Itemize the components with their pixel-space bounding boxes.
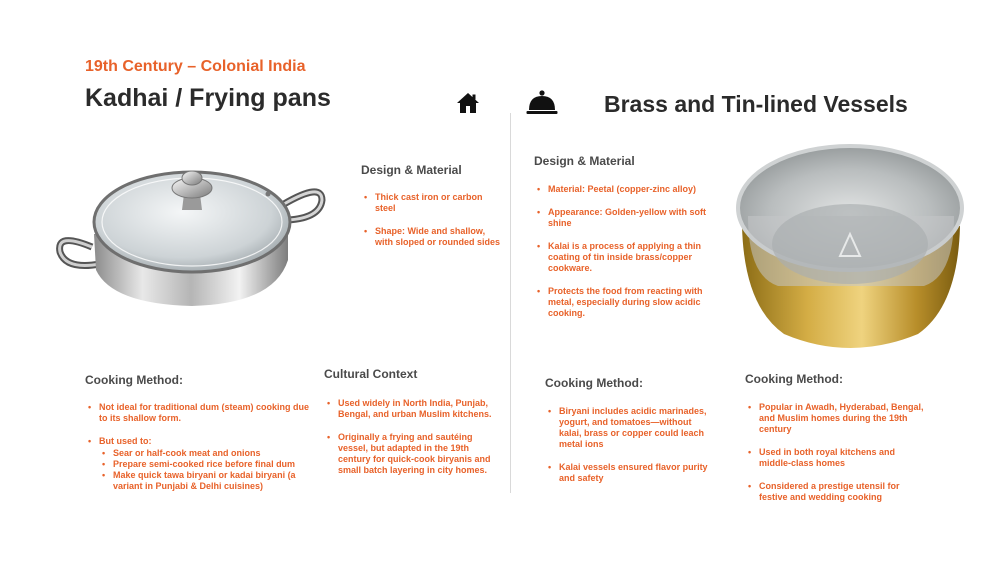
sub-list-item: • Make quick tawa biryani or kadai biryani (a variant in Punjabi & Delhi cuisines)	[99, 470, 310, 492]
list-item: • Protects the food from reacting with metal, especially during slow acidic cooking.	[534, 286, 714, 319]
kadhai-design-list	[361, 192, 503, 248]
kadhai-design-section	[361, 163, 503, 260]
kadhai-cooking-sublist	[99, 448, 310, 492]
brass-cooking-section-b	[745, 372, 927, 515]
brass-cooking-title-a: Cooking Method:	[545, 376, 643, 390]
list-item: • Originally a frying and sautéing vessel, but adapted in the 19th century for quick-cook biryanis and small batch layering in city homes.	[324, 432, 502, 476]
kadhai-cooking-list	[85, 402, 310, 492]
home-icon	[456, 91, 480, 115]
list-item	[85, 436, 310, 492]
kadhai-cooking-title: Cooking Method:	[85, 373, 183, 387]
list-item: • Considered a prestige utensil for festive and wedding cooking	[745, 481, 927, 503]
list-item: • Material: Peetal (copper-zinc alloy)	[534, 184, 714, 195]
era-subtitle: 19th Century – Colonial India	[85, 58, 306, 75]
list-item: • Kalai is a process of applying a thin coating of tin inside brass/copper cookware.	[534, 241, 714, 274]
list-item-label: But used to:	[99, 436, 152, 446]
brass-design-title: Design & Material	[534, 154, 635, 168]
list-item: • Biryani includes acidic marinades, yogurt, and tomatoes—without kalai, brass or copper could leach metal ions	[545, 406, 715, 450]
list-item: • Kalai vessels ensured flavor purity and safety	[545, 462, 715, 484]
list-item: • Used widely in North India, Punjab, Bengal, and urban Muslim kitchens.	[324, 398, 502, 420]
cloche-icon	[526, 89, 558, 117]
list-item: • Appearance: Golden-yellow with soft shine	[534, 207, 714, 229]
list-item: • Used in both royal kitchens and middle-class homes	[745, 447, 927, 469]
list-item: • Not ideal for traditional dum (steam) cooking due to its shallow form.	[85, 402, 310, 424]
list-item: • Thick cast iron or carbon steel	[361, 192, 503, 214]
brass-vessel-image	[728, 136, 972, 358]
kadhai-cooking-section	[85, 373, 310, 504]
center-divider	[510, 113, 511, 493]
brass-cooking-section-a	[545, 376, 715, 496]
kadhai-cultural-list	[324, 398, 502, 476]
brass-cooking-list-a	[545, 406, 715, 484]
kadhai-cultural-title: Cultural Context	[324, 367, 418, 381]
brass-vessels-title: Brass and Tin-lined Vessels	[604, 91, 908, 117]
list-item: • Popular in Awadh, Hyderabad, Bengal, and Muslim homes during the 19th century	[745, 402, 927, 435]
kadhai-image	[52, 152, 327, 312]
list-item: • Shape: Wide and shallow, with sloped or rounded sides	[361, 226, 503, 248]
brass-cooking-list-b	[745, 402, 927, 503]
kadhai-title: Kadhai / Frying pans	[85, 84, 331, 112]
kadhai-cultural-section	[324, 367, 502, 488]
sub-list-item: • Prepare semi-cooked rice before final dum	[99, 459, 310, 470]
sub-list-item: • Sear or half-cook meat and onions	[99, 448, 310, 459]
brass-design-section	[534, 154, 714, 331]
brass-cooking-title-b: Cooking Method:	[745, 372, 843, 386]
kadhai-design-title: Design & Material	[361, 163, 462, 177]
brass-design-list	[534, 184, 714, 319]
